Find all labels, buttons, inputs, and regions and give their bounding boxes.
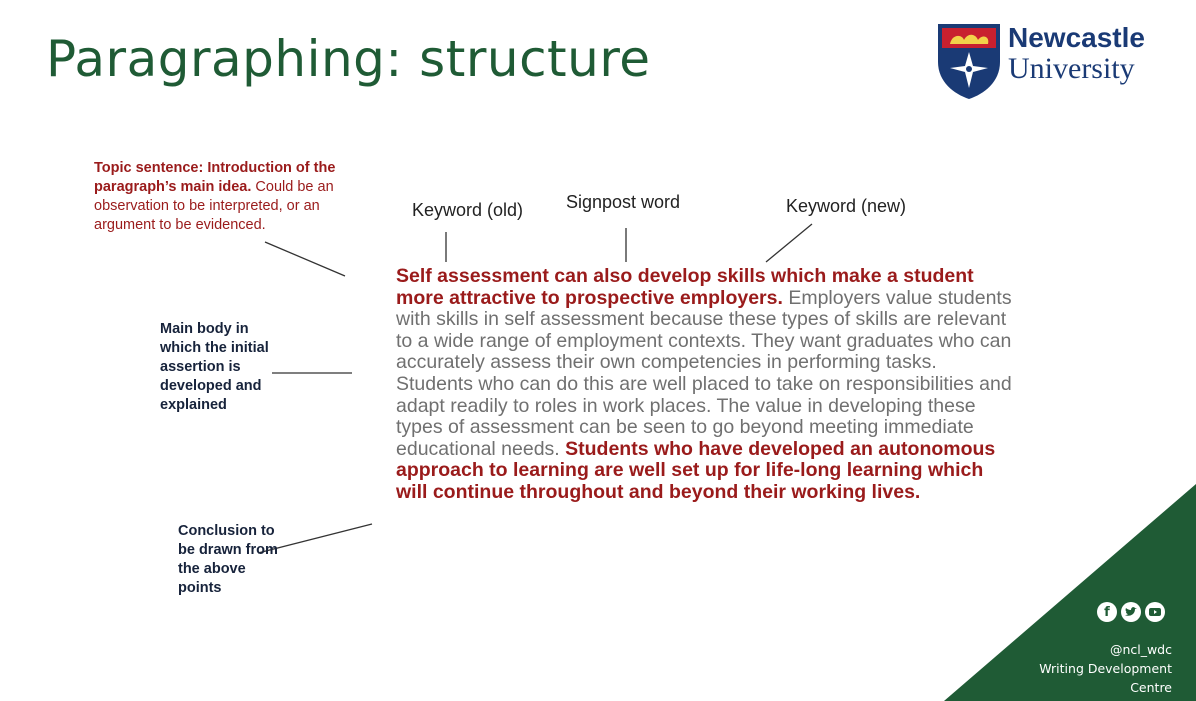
topic-annotation-rest: Could be an observation to be interpreted, or an argument to be evidenced. (94, 179, 334, 233)
org-name-line1: Writing Development (1039, 661, 1172, 676)
facebook-icon[interactable]: f (1097, 602, 1117, 622)
main-body-annotation: Main body in which the initial assertion is developed and explained (160, 321, 269, 413)
twitter-icon[interactable] (1121, 602, 1141, 622)
org-name-line2: Centre (1130, 680, 1172, 695)
footer-text (1039, 640, 1172, 697)
slide-title: Paragraphing: structure (46, 30, 651, 88)
twitter-handle: @ncl_wdc (1109, 642, 1172, 657)
youtube-icon[interactable] (1145, 602, 1165, 622)
paragraph-conclusion: Students who have developed an autonomous approach to learning are well set up for life-long learning which will continue throughout and beyond their working lives. (396, 437, 996, 503)
social-icons (1097, 602, 1177, 622)
signpost-word-label: Signpost word (566, 192, 681, 212)
keyword-new-label: Keyword (new) (786, 196, 907, 216)
paragraph-topic-sentence: Self assessment can also develop skills which make a student more attractive to prospective employers. (396, 265, 974, 309)
topic-annotation-bold: Topic sentence: Introduction of the paragraph’s main idea. (94, 160, 336, 195)
paragraph-body: Employers value students with skills in self assessment because these types of skills are relevant to a wide range of employment contexts. They want graduates who can accurately assess their own competencies in performing tasks. Students who can do this are well placed to take on responsibilities and adapt readily to roles in work places. The value in developing these types of assessment can be seen to go beyond meeting immediate educational needs. (396, 286, 1012, 460)
keyword-old-label: Keyword (old) (412, 200, 524, 220)
logo-text-university: University (1008, 52, 1135, 85)
conclusion-annotation: Conclusion to be drawn from the above points (178, 523, 278, 596)
logo-text-newcastle: Newcastle (1008, 22, 1145, 53)
